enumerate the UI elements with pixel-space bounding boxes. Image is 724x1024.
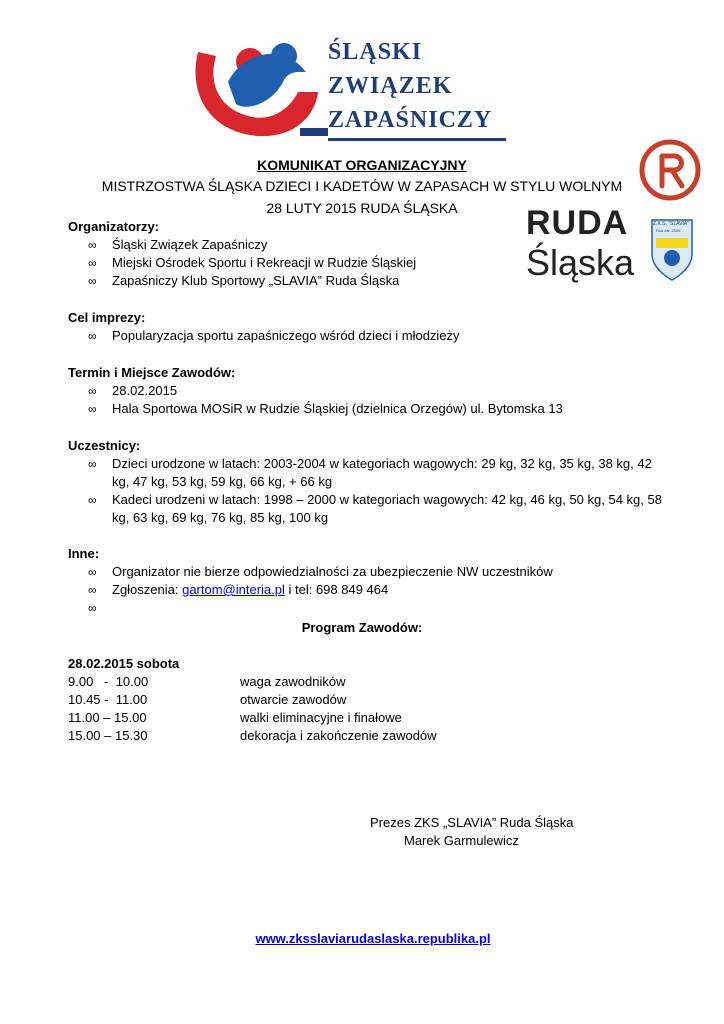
list-item: ∞ Zgłoszenia: gartom@interia.pl i tel: 698 849 464 xyxy=(88,582,389,597)
list-item: ∞ Dzieci urodzone w latach: 2003-2004 w kategoriach wagowych: 29 kg, 32 kg, 35 kg, 38 kg, 42 kg, 47 kg, 53 kg, 59 kg, 66 kg, + 66 kg xyxy=(88,456,652,489)
schedule-time: 10.45 - 11.00 xyxy=(68,692,148,707)
email-link[interactable]: gartom@interia.pl xyxy=(182,582,285,597)
club-badge xyxy=(650,218,694,282)
federation-logo xyxy=(188,32,518,144)
wrestlers-emblem-icon xyxy=(188,32,328,144)
section-goal xyxy=(68,309,668,345)
bullet-icon: ∞ xyxy=(88,601,97,615)
list-item: ∞ Organizator nie bierze odpowiedzialności za ubezpieczenie NW uczestników xyxy=(88,564,553,579)
club-badge-name: Z.K.S. "SLAVIA" xyxy=(653,221,689,227)
other-heading: Inne: xyxy=(68,546,100,561)
schedule-time: 15.00 – 15.30 xyxy=(68,728,148,743)
organizers-heading: Organizatorzy: xyxy=(68,219,160,234)
list-item xyxy=(68,599,668,617)
program-schedule xyxy=(68,655,528,745)
logo-underline xyxy=(328,138,506,141)
schedule-row xyxy=(68,727,528,745)
logo-line-3: ZAPAŚNICZY xyxy=(328,107,493,133)
signature-role: Prezes ZKS „SLAVIA” Ruda Śląska xyxy=(370,815,574,830)
club-badge-year: Rok zał. 2006 xyxy=(656,228,681,233)
footer-website-link[interactable]: www.zksslaviarudaslaska.republika.pl xyxy=(255,931,491,946)
bullet-icon: ∞ xyxy=(88,329,97,343)
schedule-event: otwarcie zawodów xyxy=(240,692,347,707)
section-other xyxy=(68,545,668,617)
schedule-row xyxy=(68,709,528,727)
bullet-icon: ∞ xyxy=(88,565,97,579)
document-date-place: 28 LUTY 2015 RUDA ŚLĄSKA xyxy=(266,200,458,216)
section-venue xyxy=(68,364,688,418)
list-item: ∞ Hala Sportowa MOSiR w Rudzie Śląskiej (dzielnica Orzegów) ul. Bytomska 13 xyxy=(88,401,563,416)
bullet-icon: ∞ xyxy=(88,583,97,597)
bullet-icon: ∞ xyxy=(88,384,97,398)
list-item: ∞ Kadeci urodzeni w latach: 1998 – 2000 w kategoriach wagowych: 42 kg, 46 kg, 50 kg, 54 kg, 58 kg, 63 kg, 69 kg, 76 kg, 85 kg, 100 kg xyxy=(88,492,662,525)
list-item: ∞ Śląski Związek Zapaśniczy xyxy=(88,237,268,252)
schedule-event: walki eliminacyjne i finałowe xyxy=(240,710,402,725)
schedule-event: waga zawodników xyxy=(240,674,346,689)
list-item: ∞ Popularyzacja sportu zapaśniczego wśród dzieci i młodzieży xyxy=(88,328,460,343)
list-item: ∞ Zapaśniczy Klub Sportowy „SLAVIA” Ruda Śląska xyxy=(88,273,400,288)
city-name-slaska: Śląska xyxy=(526,242,635,283)
logo-line-2: ZWIĄZEK xyxy=(328,73,453,99)
list-item: ∞ 28.02.2015 xyxy=(88,383,178,398)
bullet-icon: ∞ xyxy=(88,402,97,416)
logo-line-1: ŚLĄSKI xyxy=(328,39,423,65)
program-day: 28.02.2015 sobota xyxy=(68,656,180,671)
signature-name: Marek Garmulewicz xyxy=(404,833,519,848)
document-subtitle: MISTRZOSTWA ŚLĄSKA DZIECI I KADETÓW W ZAPASACH W STYLU WOLNYM xyxy=(101,178,623,194)
section-organizers xyxy=(68,218,588,290)
list-item: ∞ Miejski Ośrodek Sportu i Rekreacji w Rudzie Śląskiej xyxy=(88,255,417,270)
bullet-icon: ∞ xyxy=(88,256,97,270)
bullet-icon: ∞ xyxy=(88,238,97,252)
participants-heading: Uczestnicy: xyxy=(68,438,141,453)
schedule-time: 11.00 – 15.00 xyxy=(68,710,147,725)
goal-heading: Cel imprezy: xyxy=(68,310,146,325)
city-name-ruda: RUDA xyxy=(526,204,629,242)
document-title: KOMUNIKAT ORGANIZACYJNY xyxy=(257,157,467,173)
bullet-icon: ∞ xyxy=(88,274,97,288)
schedule-row xyxy=(68,691,528,709)
bullet-icon: ∞ xyxy=(88,493,97,507)
venue-heading: Termin i Miejsce Zawodów: xyxy=(68,365,236,380)
schedule-row xyxy=(68,673,528,691)
program-heading: Program Zawodów: xyxy=(301,620,423,635)
bullet-icon: ∞ xyxy=(88,457,97,471)
section-participants xyxy=(68,437,668,527)
schedule-event: dekoracja i zakończenie zawodów xyxy=(240,728,437,743)
schedule-time: 9.00 - 10.00 xyxy=(68,674,149,689)
